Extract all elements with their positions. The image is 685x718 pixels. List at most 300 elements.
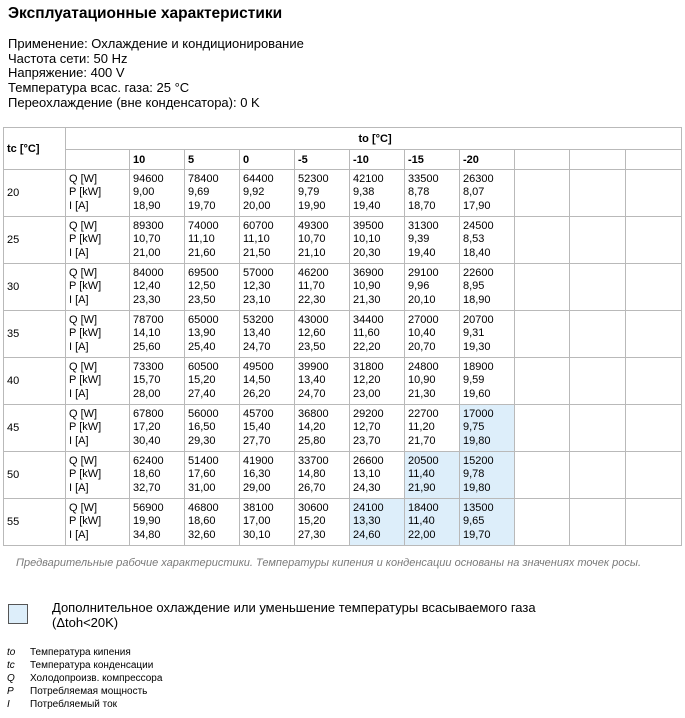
abbreviation-item bbox=[7, 659, 162, 672]
current-value: 18,90 bbox=[463, 293, 491, 306]
power-value: 17,00 bbox=[243, 515, 271, 528]
capacity-value: 39900 bbox=[298, 360, 329, 373]
current-value: 34,80 bbox=[133, 528, 161, 541]
power-value: 13,90 bbox=[188, 327, 216, 340]
value-cell bbox=[185, 499, 240, 546]
power-value: 18,60 bbox=[188, 515, 216, 528]
tc-value: 20 bbox=[4, 170, 66, 217]
value-cell bbox=[405, 264, 460, 311]
current-value: 22,20 bbox=[353, 340, 381, 353]
current-value: 19,60 bbox=[463, 387, 491, 400]
abbreviation-symbol: P bbox=[7, 686, 14, 698]
capacity-value: 46200 bbox=[298, 266, 329, 279]
capacity-value: 24500 bbox=[463, 219, 494, 232]
current-value: 19,40 bbox=[408, 246, 436, 259]
power-value: 14,10 bbox=[133, 327, 161, 340]
capacity-value: 26600 bbox=[353, 454, 384, 467]
value-cell bbox=[626, 264, 682, 311]
value-cell bbox=[626, 170, 682, 217]
value-cell bbox=[570, 452, 626, 499]
capacity-value: 22600 bbox=[463, 266, 494, 279]
abbreviation-item bbox=[7, 698, 162, 711]
value-cell bbox=[626, 217, 682, 264]
capacity-value: 13500 bbox=[463, 501, 494, 514]
current-value: 23,30 bbox=[133, 293, 161, 306]
value-cell bbox=[240, 170, 295, 217]
power-value: 15,20 bbox=[188, 374, 216, 387]
power-value: 11,10 bbox=[188, 233, 215, 246]
quantity-label: P [kW] bbox=[69, 515, 102, 528]
capacity-value: 24100 bbox=[353, 501, 384, 514]
abbreviation-text: Температура кипения bbox=[30, 647, 131, 658]
to-column-header bbox=[570, 150, 626, 170]
value-cell bbox=[295, 358, 350, 405]
power-value: 9,00 bbox=[133, 186, 155, 199]
to-column-header bbox=[515, 150, 570, 170]
power-value: 9,78 bbox=[463, 468, 485, 481]
to-column-header: -10 bbox=[350, 150, 405, 170]
abbreviations-list bbox=[7, 646, 162, 711]
current-value: 21,50 bbox=[243, 246, 271, 259]
value-cell bbox=[570, 264, 626, 311]
abbreviation-symbol: I bbox=[7, 699, 10, 711]
value-cell bbox=[240, 499, 295, 546]
value-cell bbox=[626, 358, 682, 405]
capacity-value: 64400 bbox=[243, 172, 274, 185]
power-value: 9,38 bbox=[353, 186, 375, 199]
current-value: 23,70 bbox=[353, 434, 381, 447]
table-row bbox=[4, 170, 682, 217]
table-row bbox=[4, 405, 682, 452]
value-cell bbox=[405, 452, 460, 499]
quantity-label: I [A] bbox=[69, 246, 89, 259]
capacity-value: 78700 bbox=[133, 313, 164, 326]
capacity-value: 31800 bbox=[353, 360, 384, 373]
value-cell bbox=[295, 499, 350, 546]
value-cell bbox=[185, 311, 240, 358]
power-value: 15,70 bbox=[133, 374, 161, 387]
current-value: 18,40 bbox=[463, 246, 491, 259]
current-value: 23,10 bbox=[243, 293, 271, 306]
current-value: 23,00 bbox=[353, 387, 381, 400]
quantity-label: P [kW] bbox=[69, 468, 102, 481]
power-value: 9,69 bbox=[188, 186, 210, 199]
to-column-header bbox=[626, 150, 682, 170]
performance-table bbox=[3, 127, 682, 546]
table-row bbox=[4, 358, 682, 405]
value-cell bbox=[460, 311, 515, 358]
abbreviation-text: Потребляемая мощность bbox=[30, 686, 148, 698]
row-labels bbox=[66, 311, 130, 358]
page-title: Эксплуатационные характеристики bbox=[8, 5, 283, 22]
power-value: 11,20 bbox=[408, 421, 435, 434]
capacity-value: 15200 bbox=[463, 454, 494, 467]
power-value: 10,90 bbox=[408, 374, 436, 387]
quantity-label: I [A] bbox=[69, 340, 89, 353]
current-value: 26,70 bbox=[298, 481, 326, 494]
power-value: 13,10 bbox=[353, 468, 381, 481]
value-cell bbox=[515, 217, 570, 264]
value-cell bbox=[350, 452, 405, 499]
value-cell bbox=[295, 452, 350, 499]
to-column-header: -15 bbox=[405, 150, 460, 170]
capacity-value: 45700 bbox=[243, 407, 274, 420]
capacity-value: 18400 bbox=[408, 501, 439, 514]
current-value: 30,40 bbox=[133, 434, 161, 447]
value-cell bbox=[570, 405, 626, 452]
capacity-value: 34400 bbox=[353, 313, 384, 326]
power-value: 11,40 bbox=[408, 515, 435, 528]
tc-value: 50 bbox=[4, 452, 66, 499]
row-labels bbox=[66, 452, 130, 499]
capacity-value: 36900 bbox=[353, 266, 384, 279]
power-value: 9,31 bbox=[463, 327, 485, 340]
param-frequency: Частота сети: 50 Hz bbox=[8, 50, 128, 66]
quantity-label: Q [W] bbox=[69, 313, 98, 326]
to-column-header: 10 bbox=[130, 150, 185, 170]
legend-line-2: (Δtoh<20K) bbox=[52, 614, 119, 630]
power-value: 11,60 bbox=[353, 327, 380, 340]
power-value: 9,96 bbox=[408, 280, 430, 293]
value-cell bbox=[185, 170, 240, 217]
abbreviation-text: Температура конденсации bbox=[30, 660, 154, 672]
abbreviation-text: Потребляемый ток bbox=[30, 699, 118, 711]
power-value: 10,70 bbox=[298, 233, 326, 246]
value-cell bbox=[460, 405, 515, 452]
preliminary-note: Предварительные рабочие характеристики. Температуры кипения и конденсации основаны на значениях точек росы. bbox=[16, 557, 642, 569]
current-value: 20,30 bbox=[353, 246, 381, 259]
power-value: 16,50 bbox=[188, 421, 216, 434]
quantity-label: P [kW] bbox=[69, 233, 102, 246]
to-column-header: 0 bbox=[240, 150, 295, 170]
current-value: 19,70 bbox=[463, 528, 491, 541]
value-cell bbox=[130, 499, 185, 546]
value-cell bbox=[240, 311, 295, 358]
power-value: 12,50 bbox=[188, 280, 216, 293]
capacity-value: 42100 bbox=[353, 172, 384, 185]
power-value: 8,07 bbox=[463, 186, 485, 199]
abbreviation-text: Холодопроизв. компрессора bbox=[30, 673, 163, 685]
value-cell bbox=[515, 499, 570, 546]
capacity-value: 49300 bbox=[298, 219, 329, 232]
current-value: 32,60 bbox=[188, 528, 216, 541]
power-value: 11,10 bbox=[243, 233, 270, 246]
value-cell bbox=[570, 358, 626, 405]
abbreviation-symbol: Q bbox=[7, 673, 15, 685]
table-row bbox=[4, 311, 682, 358]
value-cell bbox=[626, 405, 682, 452]
power-value: 12,60 bbox=[298, 327, 326, 340]
power-value: 10,10 bbox=[353, 233, 381, 246]
current-value: 24,70 bbox=[243, 340, 271, 353]
current-value: 21,70 bbox=[408, 434, 436, 447]
current-value: 24,60 bbox=[353, 528, 381, 541]
current-value: 22,00 bbox=[408, 528, 436, 541]
quantity-label: I [A] bbox=[69, 387, 89, 400]
current-value: 32,70 bbox=[133, 481, 161, 494]
value-cell bbox=[130, 264, 185, 311]
current-value: 19,70 bbox=[188, 199, 216, 212]
to-header: to [°C] bbox=[66, 128, 682, 150]
value-cell bbox=[295, 311, 350, 358]
power-value: 11,40 bbox=[408, 468, 435, 481]
current-value: 21,30 bbox=[408, 387, 436, 400]
value-cell bbox=[240, 405, 295, 452]
capacity-value: 52300 bbox=[298, 172, 329, 185]
power-value: 14,20 bbox=[298, 421, 326, 434]
value-cell bbox=[460, 499, 515, 546]
capacity-value: 94600 bbox=[133, 172, 164, 185]
quantity-label: P [kW] bbox=[69, 327, 102, 340]
capacity-value: 60700 bbox=[243, 219, 274, 232]
capacity-value: 56000 bbox=[188, 407, 219, 420]
param-voltage: Напряжение: 400 V bbox=[8, 65, 125, 81]
capacity-value: 43000 bbox=[298, 313, 329, 326]
value-cell bbox=[130, 358, 185, 405]
quantity-label: I [A] bbox=[69, 434, 89, 447]
tc-value: 55 bbox=[4, 499, 66, 546]
value-cell bbox=[515, 405, 570, 452]
current-value: 17,90 bbox=[463, 199, 491, 212]
row-labels bbox=[66, 405, 130, 452]
power-value: 10,40 bbox=[408, 327, 436, 340]
value-cell bbox=[405, 405, 460, 452]
capacity-value: 46800 bbox=[188, 501, 219, 514]
abbreviation-item bbox=[7, 685, 162, 698]
abbreviation-item bbox=[7, 646, 162, 659]
abbreviation-item bbox=[7, 672, 162, 685]
power-value: 8,78 bbox=[408, 186, 430, 199]
capacity-value: 17000 bbox=[463, 407, 494, 420]
capacity-value: 53200 bbox=[243, 313, 274, 326]
value-cell bbox=[460, 170, 515, 217]
power-value: 17,60 bbox=[188, 468, 216, 481]
value-cell bbox=[240, 264, 295, 311]
value-cell bbox=[515, 358, 570, 405]
capacity-value: 33500 bbox=[408, 172, 439, 185]
value-cell bbox=[130, 170, 185, 217]
value-cell bbox=[295, 405, 350, 452]
capacity-value: 65000 bbox=[188, 313, 219, 326]
abbreviation-symbol: to bbox=[7, 647, 16, 658]
to-values-row bbox=[4, 150, 682, 170]
quantity-label: P [kW] bbox=[69, 374, 102, 387]
power-value: 9,92 bbox=[243, 186, 265, 199]
table-row bbox=[4, 264, 682, 311]
current-value: 28,00 bbox=[133, 387, 161, 400]
power-value: 18,60 bbox=[133, 468, 161, 481]
current-value: 18,90 bbox=[133, 199, 161, 212]
power-value: 9,39 bbox=[408, 233, 430, 246]
capacity-value: 57000 bbox=[243, 266, 274, 279]
capacity-value: 30600 bbox=[298, 501, 329, 514]
value-cell bbox=[350, 499, 405, 546]
value-cell bbox=[405, 217, 460, 264]
power-value: 15,20 bbox=[298, 515, 326, 528]
capacity-value: 38100 bbox=[243, 501, 274, 514]
value-cell bbox=[515, 452, 570, 499]
quantity-label: I [A] bbox=[69, 199, 89, 212]
capacity-value: 89300 bbox=[133, 219, 164, 232]
value-cell bbox=[185, 217, 240, 264]
quantity-label: Q [W] bbox=[69, 360, 98, 373]
value-cell bbox=[515, 170, 570, 217]
value-cell bbox=[350, 217, 405, 264]
value-cell bbox=[185, 358, 240, 405]
quantity-label: Q [W] bbox=[69, 454, 98, 467]
capacity-value: 49500 bbox=[243, 360, 274, 373]
power-value: 8,95 bbox=[463, 280, 485, 293]
to-column-header: -5 bbox=[295, 150, 350, 170]
capacity-value: 39500 bbox=[353, 219, 384, 232]
value-cell bbox=[570, 217, 626, 264]
power-value: 10,90 bbox=[353, 280, 381, 293]
tc-value: 40 bbox=[4, 358, 66, 405]
quantity-label: P [kW] bbox=[69, 280, 102, 293]
value-cell bbox=[626, 452, 682, 499]
highlight-legend-text bbox=[52, 601, 536, 630]
row-labels bbox=[66, 217, 130, 264]
quantity-label: Q [W] bbox=[69, 501, 98, 514]
power-value: 13,40 bbox=[298, 374, 326, 387]
value-cell bbox=[130, 311, 185, 358]
power-value: 13,40 bbox=[243, 327, 271, 340]
value-cell bbox=[295, 217, 350, 264]
current-value: 19,40 bbox=[353, 199, 381, 212]
power-value: 15,40 bbox=[243, 421, 271, 434]
capacity-value: 31300 bbox=[408, 219, 439, 232]
value-cell bbox=[405, 170, 460, 217]
current-value: 24,30 bbox=[353, 481, 381, 494]
quantity-label: I [A] bbox=[69, 293, 89, 306]
current-value: 21,10 bbox=[298, 246, 326, 259]
power-value: 8,53 bbox=[463, 233, 485, 246]
value-cell bbox=[350, 264, 405, 311]
capacity-value: 22700 bbox=[408, 407, 439, 420]
value-cell bbox=[570, 170, 626, 217]
current-value: 20,00 bbox=[243, 199, 271, 212]
current-value: 20,70 bbox=[408, 340, 436, 353]
value-cell bbox=[626, 499, 682, 546]
quantity-label: P [kW] bbox=[69, 421, 102, 434]
quantity-label: Q [W] bbox=[69, 407, 98, 420]
quantity-label: Q [W] bbox=[69, 172, 98, 185]
power-value: 14,80 bbox=[298, 468, 326, 481]
value-cell bbox=[570, 311, 626, 358]
current-value: 25,80 bbox=[298, 434, 326, 447]
value-cell bbox=[626, 311, 682, 358]
current-value: 29,30 bbox=[188, 434, 216, 447]
current-value: 21,90 bbox=[408, 481, 436, 494]
current-value: 27,30 bbox=[298, 528, 326, 541]
abbreviation-symbol: tc bbox=[7, 660, 15, 672]
capacity-value: 78400 bbox=[188, 172, 219, 185]
power-value: 10,70 bbox=[133, 233, 161, 246]
quantity-label: I [A] bbox=[69, 481, 89, 494]
current-value: 19,90 bbox=[298, 199, 326, 212]
value-cell bbox=[515, 264, 570, 311]
current-value: 24,70 bbox=[298, 387, 326, 400]
power-value: 12,30 bbox=[243, 280, 271, 293]
value-cell bbox=[460, 264, 515, 311]
value-cell bbox=[460, 452, 515, 499]
param-subcooling: Переохлаждение (вне конденсатора): 0 K bbox=[8, 94, 260, 110]
capacity-value: 41900 bbox=[243, 454, 274, 467]
power-value: 9,79 bbox=[298, 186, 320, 199]
quantity-label: P [kW] bbox=[69, 186, 102, 199]
current-value: 19,30 bbox=[463, 340, 491, 353]
capacity-value: 20700 bbox=[463, 313, 494, 326]
current-value: 23,50 bbox=[298, 340, 326, 353]
current-value: 27,70 bbox=[243, 434, 271, 447]
current-value: 25,40 bbox=[188, 340, 216, 353]
capacity-value: 60500 bbox=[188, 360, 219, 373]
power-value: 11,70 bbox=[298, 280, 325, 293]
value-cell bbox=[570, 499, 626, 546]
tc-value: 30 bbox=[4, 264, 66, 311]
capacity-value: 20500 bbox=[408, 454, 439, 467]
capacity-value: 69500 bbox=[188, 266, 219, 279]
value-cell bbox=[185, 264, 240, 311]
tc-value: 45 bbox=[4, 405, 66, 452]
value-cell bbox=[460, 217, 515, 264]
value-cell bbox=[405, 311, 460, 358]
current-value: 22,30 bbox=[298, 293, 326, 306]
tc-value: 25 bbox=[4, 217, 66, 264]
capacity-value: 29200 bbox=[353, 407, 384, 420]
power-value: 9,59 bbox=[463, 374, 485, 387]
capacity-value: 74000 bbox=[188, 219, 219, 232]
capacity-value: 18900 bbox=[463, 360, 494, 373]
capacity-value: 73300 bbox=[133, 360, 164, 373]
current-value: 31,00 bbox=[188, 481, 216, 494]
current-value: 21,60 bbox=[188, 246, 216, 259]
capacity-value: 62400 bbox=[133, 454, 164, 467]
value-cell bbox=[350, 405, 405, 452]
power-value: 12,40 bbox=[133, 280, 161, 293]
value-cell bbox=[350, 358, 405, 405]
power-value: 16,30 bbox=[243, 468, 271, 481]
capacity-value: 56900 bbox=[133, 501, 164, 514]
to-column-header: -20 bbox=[460, 150, 515, 170]
value-cell bbox=[185, 452, 240, 499]
capacity-value: 27000 bbox=[408, 313, 439, 326]
value-cell bbox=[130, 452, 185, 499]
legend-line-1: Дополнительное охлаждение или уменьшение температуры всасываемого газа bbox=[52, 600, 536, 615]
power-value: 12,70 bbox=[353, 421, 381, 434]
table-row bbox=[4, 217, 682, 264]
value-cell bbox=[405, 358, 460, 405]
power-value: 9,65 bbox=[463, 515, 485, 528]
table-row bbox=[4, 499, 682, 546]
value-cell bbox=[460, 358, 515, 405]
capacity-value: 67800 bbox=[133, 407, 164, 420]
capacity-value: 51400 bbox=[188, 454, 219, 467]
tc-value: 35 bbox=[4, 311, 66, 358]
current-value: 29,00 bbox=[243, 481, 271, 494]
label-column-header bbox=[66, 150, 130, 170]
current-value: 20,10 bbox=[408, 293, 436, 306]
power-value: 12,20 bbox=[353, 374, 381, 387]
current-value: 19,80 bbox=[463, 481, 491, 494]
capacity-value: 36800 bbox=[298, 407, 329, 420]
value-cell bbox=[130, 405, 185, 452]
capacity-value: 33700 bbox=[298, 454, 329, 467]
to-column-header: 5 bbox=[185, 150, 240, 170]
current-value: 26,20 bbox=[243, 387, 271, 400]
value-cell bbox=[350, 311, 405, 358]
current-value: 23,50 bbox=[188, 293, 216, 306]
